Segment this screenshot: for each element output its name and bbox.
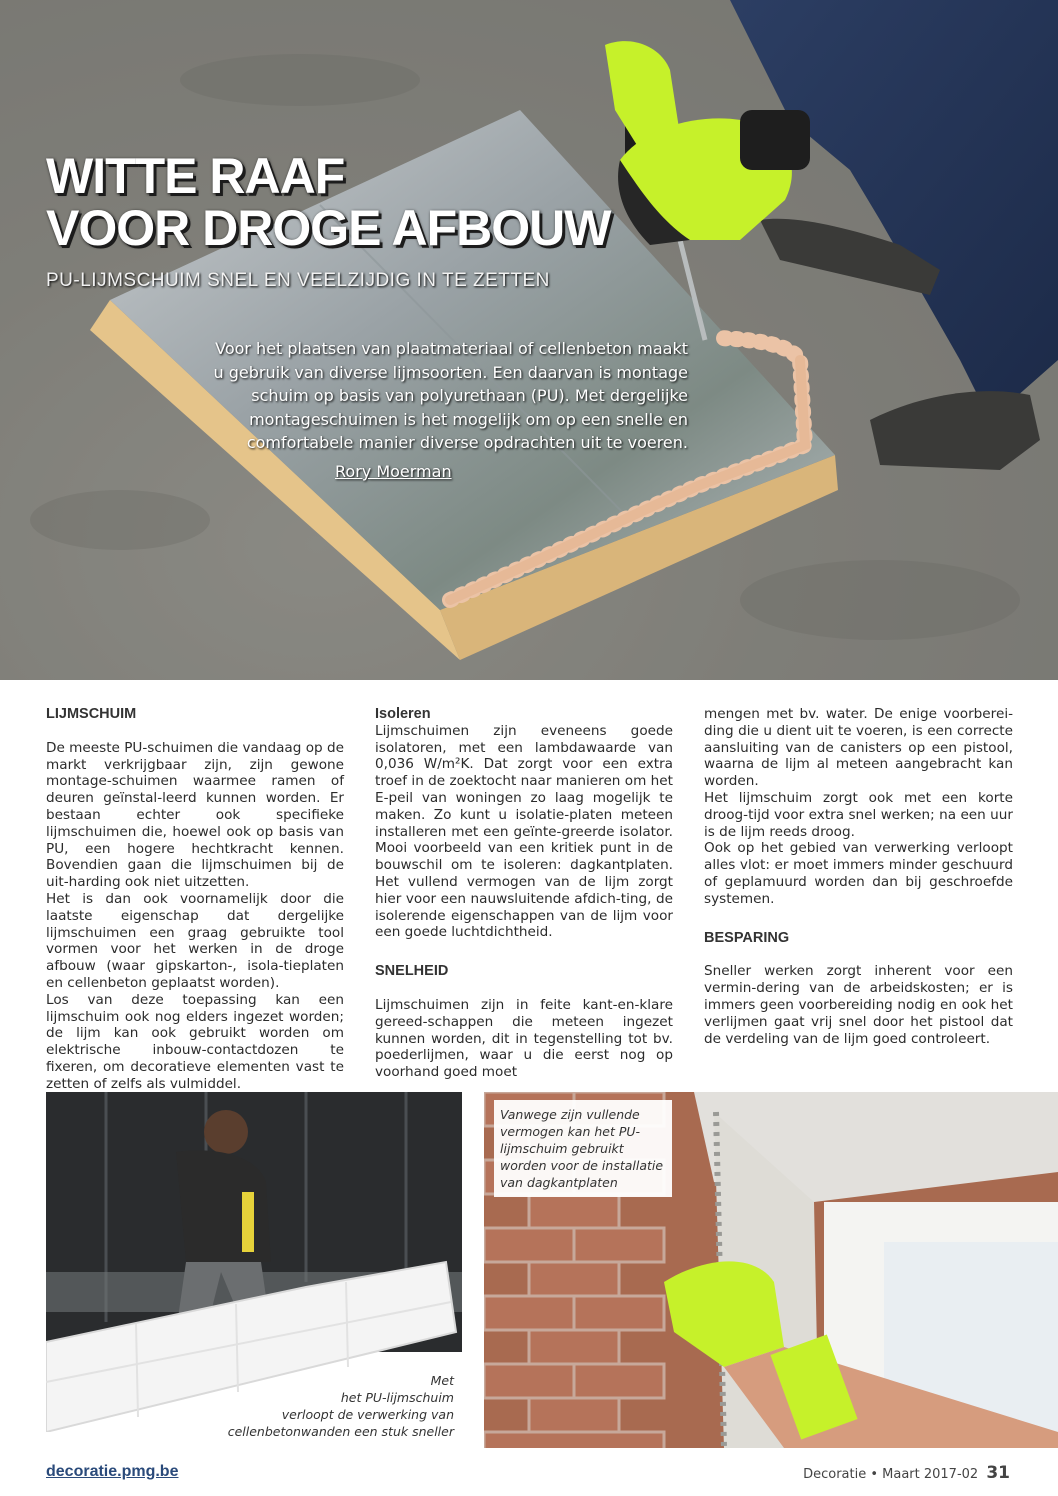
publication-info: Decoratie • Maart 2017-02 — [803, 1467, 979, 1482]
caption-line: het PU-lijmschuim — [340, 1390, 454, 1405]
photo-dagkantplaten — [484, 1092, 1058, 1448]
paragraph: Lijmschuimen zijn eveneens goede isolatoren, met een lambdawaarde van 0,036 W/m²K. Dat zorgt voor een extra troef in de zoektocht naar manieren om het E-peil van woningen zo laag mogelijk te maken. Zo kunt u isolatie-platen meteen installeren met een geïnte-greerde isolator. Mooi voorbeeld van een kritiek punt in de bouwschil om te isoleren: dagkantplaten. Het vullend vermogen van de lijm zorgt hier voor een nauwsluitende afdich-ting, de isolerende eigenschappen van de lijm voor een goede luchtdichtheid. — [375, 722, 673, 941]
hero-photo — [0, 0, 1058, 680]
paragraph: Lijmschuimen zijn in feite kant-en-klare gereed-schappen die meteen ingezet kunnen worden, dit in tegenstelling tot bv. poederlijmen, waar u die eerst nog op voorhand goed moet — [375, 996, 673, 1081]
article-subtitle: PU-LIJMSCHUIM SNEL EN VEELZIJDIG IN TE ZETTEN — [46, 270, 550, 291]
caption-line: verloopt de verwerking van — [281, 1407, 454, 1422]
caption-line: cellenbetonwanden een stuk sneller — [227, 1424, 454, 1439]
photo-cellenbeton-wall — [46, 1092, 462, 1446]
article-title — [46, 150, 610, 254]
page-footer — [803, 1463, 1010, 1483]
paragraph: Ook op het gebied van verwerking verloopt alles vlot: er moet immers minder geschuurd of geplamuurd worden dan bij geschroefde systemen. — [704, 840, 1013, 907]
heading-snelheid: SNELHEID — [375, 963, 449, 980]
heading-isoleren: Isoleren — [375, 706, 431, 722]
column-1 — [46, 706, 344, 1093]
column-2 — [375, 706, 673, 1081]
paragraph: Los van deze toepassing kan een lijmschuim ook nog elders ingezet worden; de lijm kan ook gebruikt worden om elektrische inbouw-contactdozen te fixeren, om decoratieve elementen vast te zetten of zelfs als vulmiddel. — [46, 991, 344, 1092]
article-intro: Voor het plaatsen van plaatmateriaal of cellenbeton maakt u gebruik van diverse lijmsoorten. Een daarvan is montage schuim op basis van polyurethaan (PU). Met dergelijke montageschuimen is het mogelijk om op een snelle en comfortabele manier diverse opdrachten uit te voeren. — [213, 339, 688, 452]
article-author: Rory Moerman — [335, 462, 452, 481]
title-line-1: WITTE RAAF — [46, 148, 345, 204]
page-number: 31 — [986, 1463, 1010, 1483]
caption-right-photo: Vanwege zijn vullende vermogen kan het PU-lijmschuim gebruikt worden voor de installatie van dagkantplaten — [494, 1100, 672, 1197]
paragraph: Het lijmschuim zorgt ook met een korte droog-tijd voor extra snel werken; na een uur is de lijm reeds droog. — [704, 789, 1013, 840]
website-link[interactable]: decoratie.pmg.be — [46, 1463, 179, 1480]
paragraph: De meeste PU-schuimen die vandaag op de markt verkrijgbaar zijn, zijn gewone montage-schuimen waarmee ramen of deuren geïnstal-leerd kunnen worden. Er bestaan echter ook specifieke lijmschuimen die, hoewel ook op basis van PU, een hogere hechtkracht kennen. Bovendien gaan die lijmschuimen bij de uit-harding ook niet uitzetten. — [46, 739, 344, 891]
title-line-2: VOOR DROGE AFBOUW — [46, 200, 611, 256]
caption-line: Met — [430, 1373, 454, 1388]
column-3 — [704, 706, 1013, 1047]
glove-cuff — [740, 110, 810, 170]
caption-left-photo — [224, 1372, 454, 1440]
paragraph: mengen met bv. water. De enige voorberei-ding die u dient uit te voeren, is een correcte aansluiting van de canisters op een pistool, waarna de lijm al meteen aangebracht kan worden. — [704, 706, 1013, 790]
heading-besparing: BESPARING — [704, 929, 790, 946]
heading-lijmschuim: LIJMSCHUIM — [46, 706, 137, 722]
paragraph: Sneller werken zorgt inherent voor een vermin-dering van de arbeidskosten; er is immers geen voorbereiding nodig en ook het verlijmen gaat vrij snel door het pistool dat de verdeling van de lijm goed controleert. — [704, 963, 1013, 1047]
paragraph: Het is dan ook voornamelijk door die laatste eigenschap dat dergelijke lijmschuimen een graag gebruikte tool vormen voor het werken in de droge afbouw (waar gipskarton-, isola-tieplaten en cellenbeton geplaatst worden). — [46, 890, 344, 991]
